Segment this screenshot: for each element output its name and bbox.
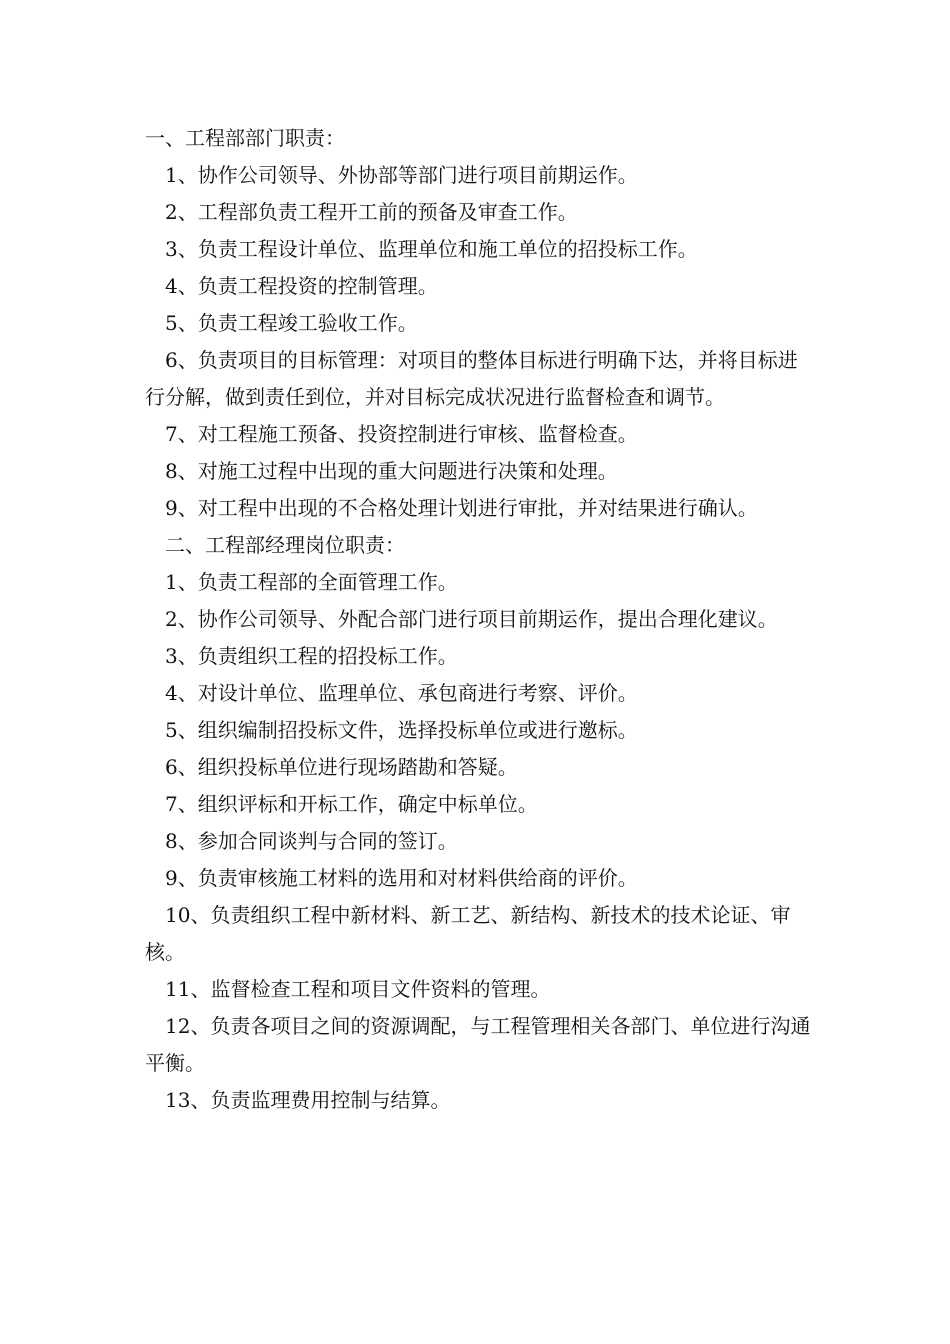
section2-item-4: 4、对设计单位、监理单位、承包商进行考察、评价。 — [165, 681, 638, 705]
section2-item-9: 9、负责审核施工材料的选用和对材料供给商的评价。 — [165, 866, 638, 890]
document-page — [145, 120, 813, 1119]
section1-item-5: 5、负责工程竣工验收工作。 — [165, 311, 418, 335]
section1-item-9: 9、对工程中出现的不合格处理计划进行审批，并对结果进行确认。 — [165, 496, 758, 520]
section2-item-10: 10、负责组织工程中新材料、新工艺、新结构、新技术的技术论证、审核。 — [145, 903, 791, 964]
section1-item-4: 4、负责工程投资的控制管理。 — [165, 274, 438, 298]
section1-item-2: 2、工程部负责工程开工前的预备及审查工作。 — [165, 200, 578, 224]
section1-item-6: 6、负责项目的目标管理：对项目的整体目标进行明确下达，并将目标进行分解，做到责任到位，并对目标完成状况进行监督检查和调节。 — [145, 348, 798, 409]
section2-item-5: 5、组织编制招投标文件，选择投标单位或进行邀标。 — [165, 718, 638, 742]
section1-item-1: 1、协作公司领导、外协部等部门进行项目前期运作。 — [165, 163, 638, 187]
section1-item-3: 3、负责工程设计单位、监理单位和施工单位的招投标工作。 — [165, 237, 698, 261]
section1-heading: 一、工程部部门职责： — [145, 126, 345, 150]
section2-heading: 二、工程部经理岗位职责： — [165, 533, 405, 557]
section2-item-13: 13、负责监理费用控制与结算。 — [165, 1088, 451, 1112]
section2-item-7: 7、组织评标和开标工作，确定中标单位。 — [165, 792, 538, 816]
section1-item-8: 8、对施工过程中出现的重大问题进行决策和处理。 — [165, 459, 618, 483]
section2-item-8: 8、参加合同谈判与合同的签订。 — [165, 829, 458, 853]
section2-item-3: 3、负责组织工程的招投标工作。 — [165, 644, 458, 668]
section2-item-12: 12、负责各项目之间的资源调配，与工程管理相关各部门、单位进行沟通平衡。 — [145, 1014, 811, 1075]
section2-item-2: 2、协作公司领导、外配合部门进行项目前期运作，提出合理化建议。 — [165, 607, 778, 631]
section2-item-11: 11、监督检查工程和项目文件资料的管理。 — [165, 977, 551, 1001]
section2-item-6: 6、组织投标单位进行现场踏勘和答疑。 — [165, 755, 518, 779]
section1-item-7: 7、对工程施工预备、投资控制进行审核、监督检查。 — [165, 422, 638, 446]
section2-item-1: 1、负责工程部的全面管理工作。 — [165, 570, 458, 594]
